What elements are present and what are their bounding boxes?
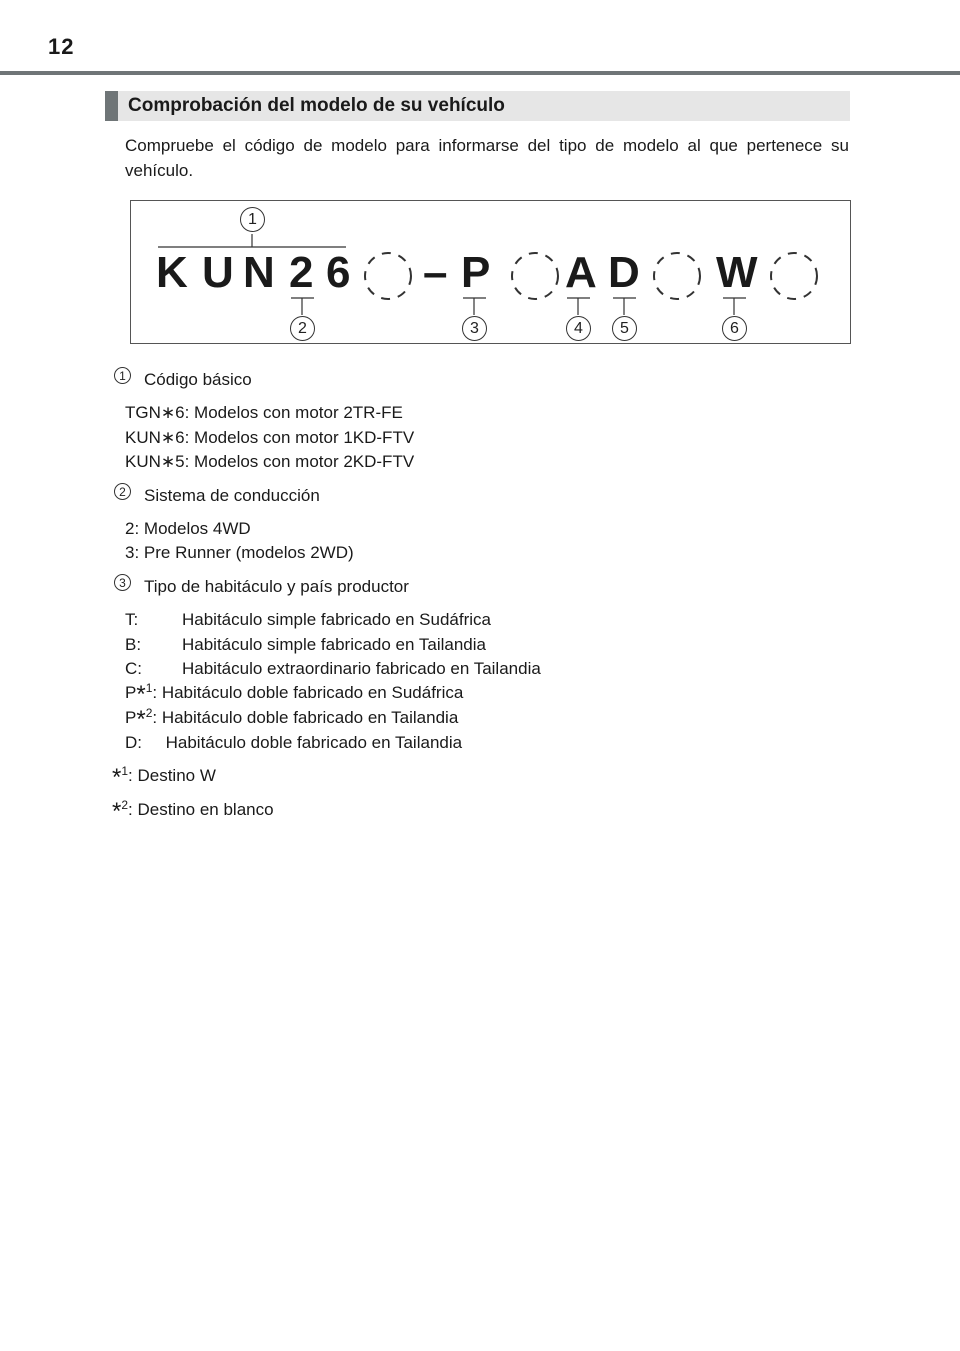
line-text: : Modelos con motor 1KD-FTV xyxy=(184,428,415,447)
code-char-k: K xyxy=(156,248,188,297)
callout-marker-6: 6 xyxy=(722,316,747,341)
model-code-diagram xyxy=(130,200,851,344)
footnote-ref: 1 xyxy=(145,681,153,695)
list-item: P*$^1$: Habitáculo doble fabricado en Sudáfrica xyxy=(125,681,464,708)
section-title: Comprobación del modelo de su vehículo xyxy=(128,95,505,116)
code-char-n: N xyxy=(243,248,275,297)
line-text: Habitáculo simple fabricado en Sudáfrica xyxy=(182,610,492,629)
section-header xyxy=(105,91,850,121)
item-title: Tipo de habitáculo y país productor xyxy=(144,577,409,596)
code-char-dash: – xyxy=(423,248,448,297)
line-text: : Modelos 4WD xyxy=(134,519,251,538)
line-code: TGN∗6 xyxy=(125,403,185,422)
code-char-u: U xyxy=(202,248,234,297)
line-text: : Pre Runner (modelos 2WD) xyxy=(134,543,354,562)
line-code: B: xyxy=(125,635,142,654)
top-rule xyxy=(0,71,960,75)
line-code: D: xyxy=(125,733,142,752)
code-char-d: D xyxy=(608,248,640,297)
line-code: KUN∗5 xyxy=(125,452,185,471)
footnote-number: 1 xyxy=(121,764,129,778)
item-marker: 2 xyxy=(114,483,131,500)
line-text: Habitáculo doble fabricado en Sudáfrica xyxy=(161,683,464,702)
callout-marker-4: 4 xyxy=(566,316,591,341)
line-code: 3 xyxy=(125,543,135,562)
list-item xyxy=(125,733,462,753)
asterisk-glyph: * xyxy=(136,706,146,733)
callout-marker-5: 5 xyxy=(612,316,637,341)
line-code: P xyxy=(125,683,137,702)
footnote-text: : Destino W xyxy=(128,766,216,785)
line-text: Habitáculo extraordinario fabricado en Tailandia xyxy=(182,659,541,678)
list-item xyxy=(125,452,414,472)
line-code: C: xyxy=(125,659,142,678)
code-char-p: P xyxy=(461,248,491,297)
footnote-text: : Destino en blanco xyxy=(128,800,274,819)
item-marker: 3 xyxy=(114,574,131,591)
code-char-w: W xyxy=(716,248,758,297)
line-text: Habitáculo simple fabricado en Tailandia xyxy=(182,635,486,654)
asterisk-glyph: * xyxy=(112,764,122,791)
line-code: P xyxy=(125,708,137,727)
footnote-ref: 2 xyxy=(145,706,153,720)
footnote xyxy=(112,764,216,791)
list-item xyxy=(125,428,414,448)
page-number: 12 xyxy=(48,34,75,59)
list-item: P*$^2$: Habitáculo doble fabricado en Tailandia xyxy=(125,706,459,733)
callout-marker-2: 2 xyxy=(290,316,315,341)
footnote xyxy=(112,798,274,825)
item-title: Sistema de conducción xyxy=(144,486,320,505)
asterisk-glyph: * xyxy=(112,798,122,825)
list-item xyxy=(125,403,403,423)
callout-marker-3: 3 xyxy=(462,316,487,341)
code-char-2: 2 xyxy=(289,248,314,297)
line-code: KUN∗6 xyxy=(125,428,185,447)
item-title: Código básico xyxy=(144,370,252,389)
list-item xyxy=(125,543,354,563)
line-text: Habitáculo doble fabricado en Tailandia xyxy=(165,733,463,752)
callout-marker-1: 1 xyxy=(240,207,265,232)
code-char-6: 6 xyxy=(326,248,351,297)
line-text: : Modelos con motor 2KD-FTV xyxy=(184,452,415,471)
item-marker: 1 xyxy=(114,367,131,384)
line-code: T: xyxy=(125,610,139,629)
line-text: Habitáculo doble fabricado en Tailandia xyxy=(161,708,459,727)
line-code: 2 xyxy=(125,519,135,538)
line-text: : Modelos con motor 2TR-FE xyxy=(184,403,403,422)
intro-paragraph: Compruebe el código de modelo para informarse del tipo de modelo al que pertenece su vehículo. xyxy=(125,136,849,180)
asterisk-glyph: * xyxy=(136,681,146,708)
list-item xyxy=(125,519,251,539)
footnote-number: 2 xyxy=(121,798,129,812)
code-char-a: A xyxy=(565,248,597,297)
